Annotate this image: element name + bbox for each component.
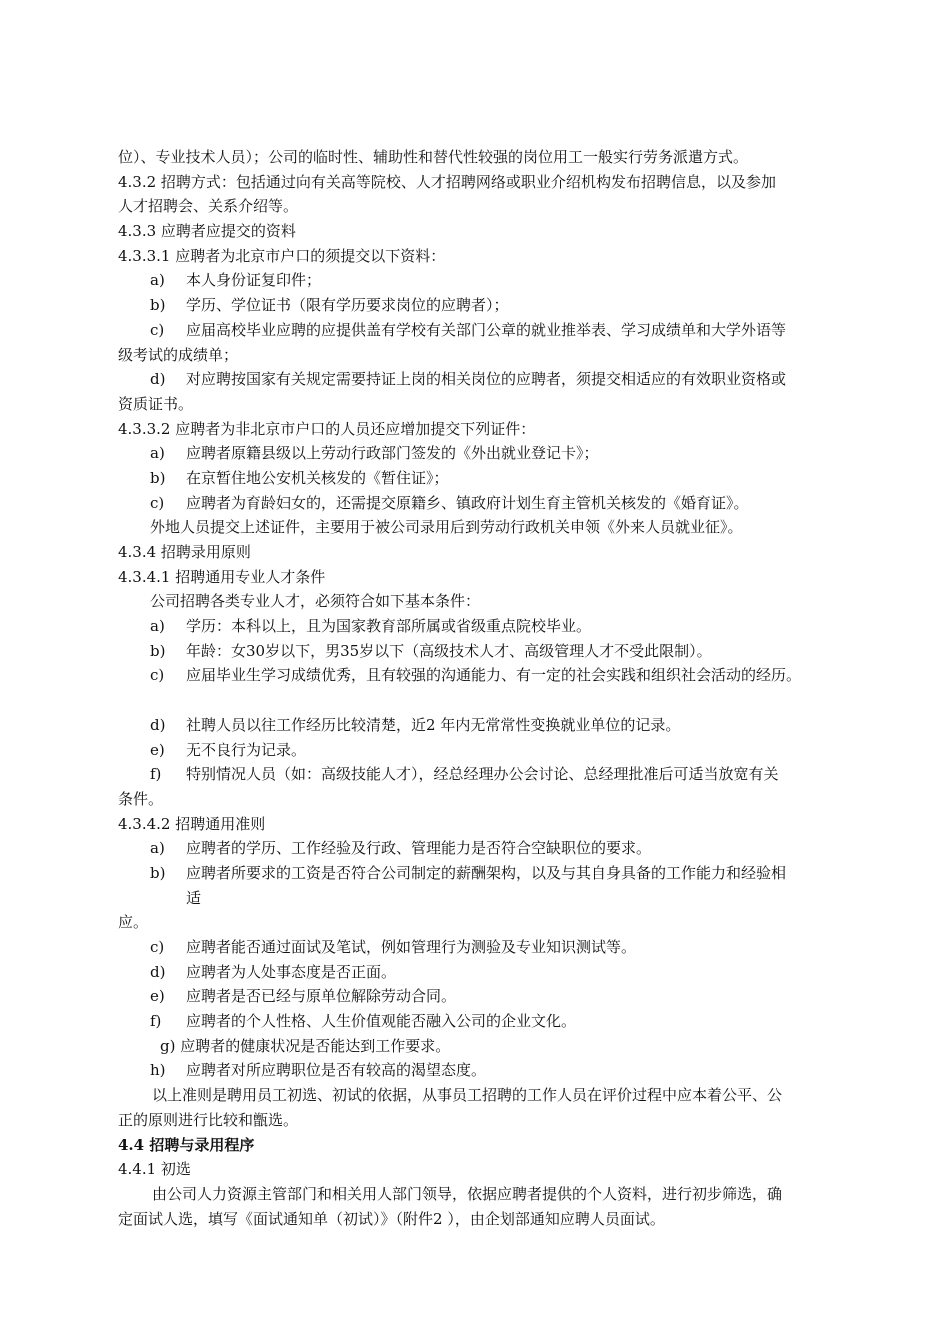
list-item-text: 社聘人员以往工作经历比较清楚，近2 年内无常常性变换就业单位的记录。 — [186, 715, 681, 734]
list-item-text: 学历、学位证书（限有学历要求岗位的应聘者）； — [186, 296, 509, 315]
paragraph-line — [0, 589, 950, 614]
list-marker: f) — [150, 1012, 162, 1031]
list-item — [0, 713, 950, 738]
line-text: 以上准则是聘用员工初选、初试的依据，从事员工招聘的工作人员在评价过程中应本着公平、公 — [152, 1086, 783, 1105]
list-item — [0, 762, 950, 787]
clause-4-4-1 — [0, 1157, 950, 1182]
list-item — [0, 1034, 950, 1059]
paragraph-line — [0, 515, 950, 540]
list-marker: e) — [150, 740, 165, 759]
paragraph-line — [0, 1108, 950, 1133]
list-marker: c) — [150, 493, 165, 512]
list-marker: d) — [150, 962, 166, 981]
line-text: 外地人员提交上述证件，主要用于被公司录用后到劳动行政机关申领《外来人员就业征》。 — [150, 518, 743, 537]
line-text: 4.3.2 招聘方式：包括通过向有关高等院校、人才招聘网络或职业介绍机构发布招聘信息，以及参加 — [118, 172, 776, 191]
clause-4-3-3-1 — [0, 244, 950, 269]
line-text: 由公司人力资源主管部门和相关用人部门领导，依据应聘者提供的个人资料，进行初步筛选，确 — [152, 1184, 783, 1203]
list-marker: b) — [150, 863, 166, 882]
line-text: 4.3.4.2 招聘通用准则 — [118, 814, 266, 833]
clause-4-3-4-2 — [0, 812, 950, 837]
list-marker: a) — [150, 444, 165, 463]
list-item-text: 应聘者的健康状况是否能达到工作要求。 — [180, 1036, 451, 1055]
list-marker: a) — [150, 839, 165, 858]
list-marker: d) — [150, 370, 166, 389]
list-item — [0, 639, 950, 664]
list-marker: g) — [160, 1036, 176, 1055]
list-marker: a) — [150, 617, 165, 636]
line-text: 条件。 — [118, 789, 164, 808]
paragraph-line — [0, 343, 950, 368]
clause-4-3-4-heading — [0, 540, 950, 565]
list-item-text: 应聘者的学历、工作经验及行政、管理能力是否符合空缺职位的要求。 — [186, 839, 652, 858]
list-marker: c) — [150, 666, 165, 685]
list-item-text: 年龄：女30岁以下，男35岁以下（高级技术人才、高级管理人才不受此限制）。 — [186, 641, 712, 660]
paragraph-line — [0, 145, 950, 170]
paragraph-line — [0, 1182, 950, 1207]
paragraph-line — [0, 787, 950, 812]
line-text: 正的原则进行比较和甑选。 — [118, 1110, 299, 1129]
list-item-text: 应聘者对所应聘职位是否有较高的渴望态度。 — [186, 1061, 487, 1080]
clause-4-3-2 — [0, 170, 950, 195]
line-text: 4.4.1 初选 — [118, 1160, 191, 1179]
list-item — [0, 861, 950, 886]
document-body — [0, 145, 950, 1231]
line-text: 4.3.3.2 应聘者为非北京市户口的人员还应增加提交下列证件： — [118, 419, 536, 438]
list-item — [0, 293, 950, 318]
paragraph-line — [0, 1207, 950, 1232]
list-item-text: 应聘者能否通过面试及笔试，例如管理行为测验及专业知识测试等。 — [186, 938, 637, 956]
line-text: 4.3.3 应聘者应提交的资料 — [118, 222, 296, 241]
line-text: 4.3.3.1 应聘者为北京市户口的须提交以下资料： — [118, 246, 446, 265]
clause-4-3-4-1 — [0, 565, 950, 590]
list-item — [0, 935, 950, 960]
line-text: 位）、专业技术人员）；公司的临时性、辅助性和替代性较强的岗位用工一般实行劳务派遣方式。 — [118, 148, 749, 166]
list-item-text: 应届高校毕业应聘的应提供盖有学校有关部门公章的就业推举表、学习成绩单和大学外语等 — [186, 320, 787, 339]
list-item — [0, 836, 950, 861]
list-marker: a) — [150, 271, 165, 290]
paragraph-line — [0, 886, 950, 911]
list-item — [0, 738, 950, 763]
list-item — [0, 1009, 950, 1034]
line-text: 应。 — [118, 913, 149, 932]
paragraph-line — [0, 1083, 950, 1108]
list-item — [0, 367, 950, 392]
list-item-text: 对应聘按国家有关规定需要持证上岗的相关岗位的应聘者，须提交相适应的有效职业资格或 — [186, 370, 787, 389]
list-item-text: 在京暂住地公安机关核发的《暂住证》； — [186, 468, 449, 487]
list-item-text: 无不良行为记录。 — [186, 740, 307, 759]
line-text: 4.4 招聘与录用程序 — [118, 1135, 255, 1154]
line-text: 级考试的成绩单； — [118, 345, 239, 364]
line-text: 4.3.4 招聘录用原则 — [118, 543, 251, 561]
list-item — [0, 614, 950, 639]
list-item-text: 本人身份证复印件； — [186, 271, 322, 290]
list-marker: f) — [150, 765, 162, 784]
line-text: 4.3.4.1 招聘通用专业人才条件 — [118, 567, 326, 586]
list-item — [0, 663, 950, 688]
list-item-text: 特别情况人员（如：高级技能人才），经总经理办公会讨论、总经理批准后可适当放宽有关 — [186, 765, 779, 784]
list-item-text: 学历：本科以上，且为国家教育部所属或省级重点院校毕业。 — [186, 617, 592, 636]
clause-4-3-3-2 — [0, 417, 950, 442]
list-marker: b) — [150, 641, 166, 660]
list-marker: d) — [150, 715, 166, 734]
list-item — [0, 1058, 950, 1083]
list-item-text: 应聘者是否已经与原单位解除劳动合同。 — [186, 987, 457, 1006]
list-marker: h) — [150, 1061, 166, 1080]
line-text: 资质证书。 — [118, 394, 194, 413]
list-item — [0, 268, 950, 293]
list-item-text: 应聘者为人处事态度是否正面。 — [186, 962, 397, 981]
list-item — [0, 491, 950, 516]
list-marker: b) — [150, 468, 166, 487]
list-item — [0, 466, 950, 491]
list-marker: b) — [150, 296, 166, 315]
section-4-4-heading — [0, 1133, 950, 1158]
clause-4-3-3-heading — [0, 219, 950, 244]
list-item — [0, 984, 950, 1009]
list-item-text: 应聘者为育龄妇女的，还需提交原籍乡、镇政府计划生育主管机关核发的《婚育证》。 — [186, 493, 749, 512]
line-text: 适 — [186, 888, 202, 907]
paragraph-line — [0, 194, 950, 219]
list-marker: c) — [150, 320, 165, 339]
paragraph-line — [0, 910, 950, 935]
list-marker: e) — [150, 987, 165, 1006]
list-item-text: 应届毕业生学习成绩优秀，且有较强的沟通能力、有一定的社会实践和组织社会活动的经历。 — [186, 666, 802, 685]
list-item — [0, 318, 950, 343]
line-text: 公司招聘各类专业人才，必须符合如下基本条件： — [150, 592, 481, 611]
paragraph-line — [0, 392, 950, 417]
line-text: 定面试人选，填写《面试通知单（初试）》（附件2 ），由企划部通知应聘人员面试。 — [118, 1209, 665, 1228]
list-item — [0, 960, 950, 985]
list-marker: c) — [150, 938, 165, 956]
list-item — [0, 441, 950, 466]
list-item-text: 应聘者所要求的工资是否符合公司制定的薪酬架构，以及与其自身具备的工作能力和经验相 — [186, 863, 787, 882]
list-item-text: 应聘者原籍县级以上劳动行政部门签发的《外出就业登记卡》； — [186, 444, 599, 463]
line-text: 人才招聘会、关系介绍等。 — [118, 197, 299, 216]
blank-line — [0, 688, 950, 713]
list-item-text: 应聘者的个人性格、人生价值观能否融入公司的企业文化。 — [186, 1012, 577, 1031]
